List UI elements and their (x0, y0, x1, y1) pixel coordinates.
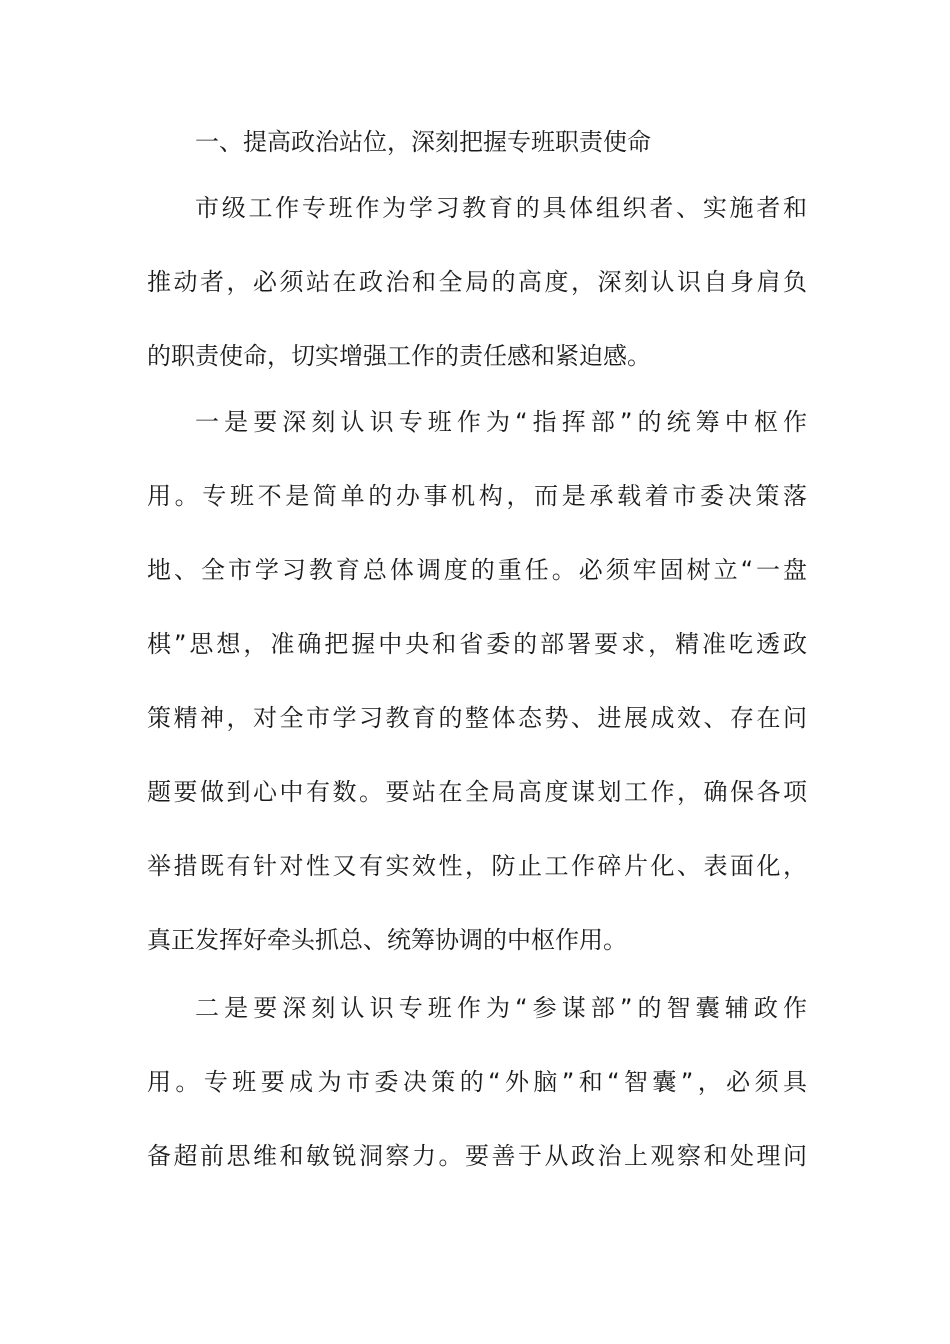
paragraph-1-line-1: 市级工作专班作为学习教育的具体组织者、实施者和 (195, 194, 807, 222)
paragraph-1-line-2: 推动者，必须站在政治和全局的高度，深刻认识自身肩负 (147, 268, 807, 296)
paragraph-3-line-3: 备超前思维和敏锐洞察力。要善于从政治上观察和处理问 (147, 1142, 807, 1170)
paragraph-1-line-3: 的职责使命，切实增强工作的责任感和紧迫感。 (147, 342, 651, 370)
paragraph-2-line-7: 举措既有针对性又有实效性，防止工作碎片化、表面化， (147, 852, 807, 880)
paragraph-2-line-5: 策精神，对全市学习教育的整体态势、进展成效、存在问 (147, 704, 807, 732)
paragraph-2-line-6: 题要做到心中有数。要站在全局高度谋划工作，确保各项 (147, 778, 807, 806)
paragraph-2-line-3: 地、全市学习教育总体调度的重任。必须牢固树立“一盘 (147, 556, 807, 584)
paragraph-3-line-2: 用。专班要成为市委决策的“外脑”和“智囊”，必须具 (147, 1068, 807, 1096)
paragraph-2-line-2: 用。专班不是简单的办事机构，而是承载着市委决策落 (147, 482, 807, 510)
paragraph-2-line-4: 棋”思想，准确把握中央和省委的部署要求，精准吃透政 (147, 630, 807, 658)
section-heading: 一、提高政治站位，深刻把握专班职责使命 (195, 128, 651, 156)
paragraph-2-line-8: 真正发挥好牵头抓总、统筹协调的中枢作用。 (147, 926, 627, 954)
paragraph-2-line-1: 一是要深刻认识专班作为“指挥部”的统筹中枢作 (195, 408, 807, 436)
paragraph-3-line-1: 二是要深刻认识专班作为“参谋部”的智囊辅政作 (195, 994, 807, 1022)
